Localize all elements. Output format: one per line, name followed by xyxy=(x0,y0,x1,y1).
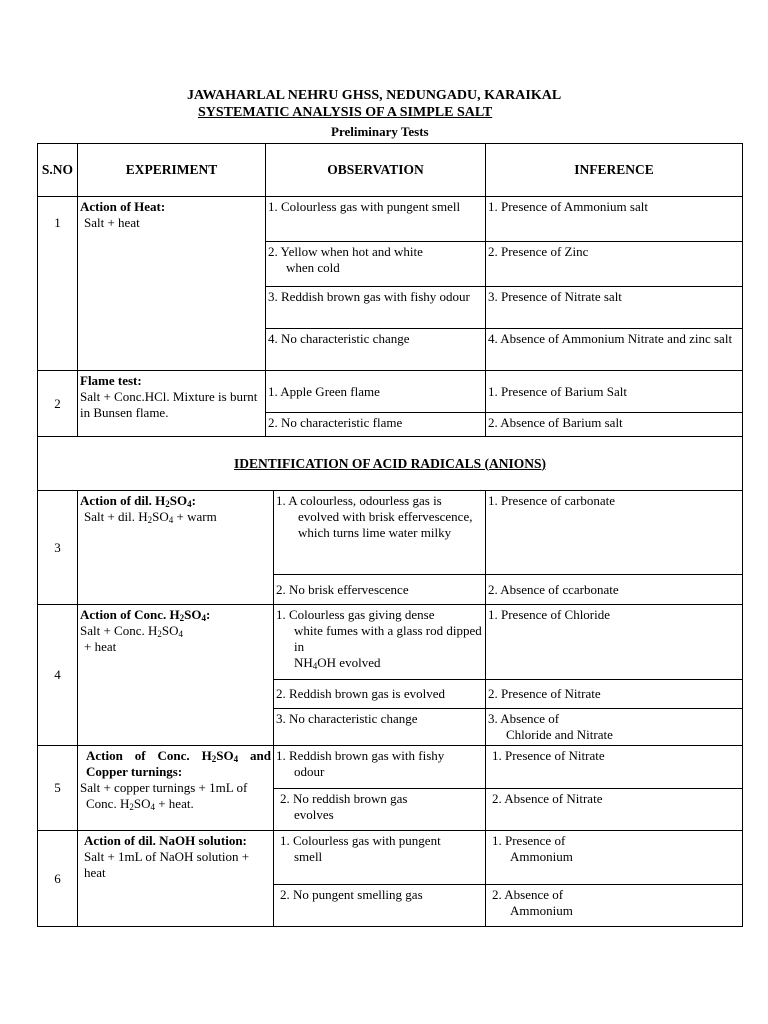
observation-line: white fumes with a glass rod dipped in xyxy=(294,623,482,654)
inference-cell: 4. Absence of Ammonium Nitrate and zinc salt xyxy=(486,329,743,371)
observation-line: smell xyxy=(294,849,323,864)
experiment-desc: Salt + copper turnings + 1mL of Conc. $H_2SO_4$ + heat. xyxy=(80,780,248,812)
observation-cell xyxy=(266,242,486,287)
inference-cell: 1. Presence of carbonate xyxy=(486,491,743,575)
inference-cell: 2. Absence of ccarbonate xyxy=(486,575,743,605)
observation-cell: 3. Reddish brown gas with fishy odour xyxy=(266,287,486,329)
inference-cell xyxy=(486,885,743,927)
inference-line: 2. Absence of xyxy=(492,887,564,902)
inference-line: 1. Presence of xyxy=(492,833,566,848)
experiment-desc: Salt + heat xyxy=(84,215,140,230)
table-row xyxy=(38,831,743,885)
observation-cell xyxy=(274,605,486,680)
observation-cell xyxy=(274,831,486,885)
experiment-cell xyxy=(78,197,266,371)
section-row xyxy=(38,437,743,491)
inference-line: Chloride and Nitrate xyxy=(506,727,613,742)
experiment-desc: Salt + dil. $H_2SO_4$ + warm xyxy=(84,509,217,525)
inference-cell: 1. Presence of Barium Salt xyxy=(486,371,743,413)
row-sno: 1 xyxy=(38,197,78,371)
experiment-title: Action of dil. $H_2SO_4$: xyxy=(80,493,196,509)
experiment-title: Action of Conc. $H_2SO_4$: xyxy=(80,607,211,623)
observation-line: evolves xyxy=(294,807,334,822)
observation-line: evolved with brisk effervescence, which turns lime water milky xyxy=(298,509,473,540)
observation-cell xyxy=(274,746,486,789)
inference-cell: 1. Presence of Nitrate xyxy=(486,746,743,789)
table-row xyxy=(38,491,743,575)
observation-cell: 3. No characteristic change xyxy=(274,709,486,746)
document-title: SYSTEMATIC ANALYSIS OF A SIMPLE SALT xyxy=(198,105,493,120)
experiment-cell xyxy=(78,831,274,927)
inference-cell: 2. Presence of Nitrate xyxy=(486,680,743,709)
row-sno: 3 xyxy=(38,491,78,605)
row-sno: 6 xyxy=(38,831,78,927)
col-header-experiment: EXPERIMENT xyxy=(78,144,266,197)
observation-cell: 1. Colourless gas with pungent smell xyxy=(266,197,486,242)
table-header-row xyxy=(38,144,743,197)
inference-cell: 1. Presence of Ammonium salt xyxy=(486,197,743,242)
col-header-observation: OBSERVATION xyxy=(266,144,486,197)
observation-line: 1. Colourless gas giving dense xyxy=(276,607,435,622)
inference-line: Ammonium xyxy=(510,849,573,864)
table-row xyxy=(38,371,743,413)
experiment-cell xyxy=(78,491,274,605)
acid-radicals-table xyxy=(37,490,743,927)
col-header-sno: S.NO xyxy=(38,144,78,197)
observation-line: 1. A colourless, odourless gas is xyxy=(276,493,442,508)
school-name: JAWAHARLAL NEHRU GHSS, NEDUNGADU, KARAIKAL xyxy=(187,88,562,103)
experiment-title: Action of Conc. $H_2SO_4$ and Copper turnings: xyxy=(86,748,271,779)
observation-cell: 2. Reddish brown gas is evolved xyxy=(274,680,486,709)
observation-line: odour xyxy=(294,764,325,779)
preliminary-tests-table xyxy=(37,143,743,491)
experiment-title: Action of dil. NaOH solution: xyxy=(84,833,247,848)
observation-cell: 2. No pungent smelling gas xyxy=(274,885,486,927)
experiment-desc: Salt + Conc.HCl. Mixture is burnt in Bunsen flame. xyxy=(80,389,258,420)
experiment-cell xyxy=(78,605,274,746)
row-sno: 2 xyxy=(38,371,78,437)
observation-line: 1. Reddish brown gas with fishy xyxy=(276,748,445,763)
observation-line: $NH_4OH$ evolved xyxy=(294,655,381,671)
inference-cell xyxy=(486,831,743,885)
observation-cell xyxy=(274,789,486,831)
experiment-title: Action of Heat: xyxy=(80,199,166,214)
col-header-inference: INFERENCE xyxy=(486,144,743,197)
inference-cell: 3. Presence of Nitrate salt xyxy=(486,287,743,329)
experiment-cell xyxy=(78,371,266,437)
table-row xyxy=(38,605,743,680)
row-sno: 5 xyxy=(38,746,78,831)
observation-cell: 2. No characteristic flame xyxy=(266,413,486,437)
section-title-preliminary: Preliminary Tests xyxy=(331,124,429,139)
observation-cell: 4. No characteristic change xyxy=(266,329,486,371)
inference-cell: 2. Absence of Nitrate xyxy=(486,789,743,831)
inference-line: Ammonium xyxy=(510,903,573,918)
observation-cell: 2. No brisk effervescence xyxy=(274,575,486,605)
section-heading-anions: IDENTIFICATION OF ACID RADICALS (ANIONS) xyxy=(38,437,743,491)
experiment-desc: + heat xyxy=(84,639,117,654)
observation-line: 2. Yellow when hot and white xyxy=(268,244,423,259)
experiment-title: Flame test: xyxy=(80,373,142,388)
row-sno: 4 xyxy=(38,605,78,746)
inference-line: 3. Absence of xyxy=(488,711,560,726)
experiment-desc: Salt + 1mL of NaOH solution + heat xyxy=(84,849,250,880)
inference-cell: 2. Absence of Barium salt xyxy=(486,413,743,437)
experiment-cell xyxy=(78,746,274,831)
inference-cell: 1. Presence of Chloride xyxy=(486,605,743,680)
observation-line: 1. Colourless gas with pungent xyxy=(280,833,441,848)
observation-line: when cold xyxy=(286,260,340,275)
observation-line: 2. No reddish brown gas xyxy=(280,791,408,806)
experiment-desc: Salt + Conc. $H_2SO_4$ xyxy=(80,623,184,639)
table-row xyxy=(38,746,743,789)
observation-cell: 1. Apple Green flame xyxy=(266,371,486,413)
observation-cell xyxy=(274,491,486,575)
inference-cell xyxy=(486,709,743,746)
inference-cell: 2. Presence of Zinc xyxy=(486,242,743,287)
table-row xyxy=(38,197,743,242)
